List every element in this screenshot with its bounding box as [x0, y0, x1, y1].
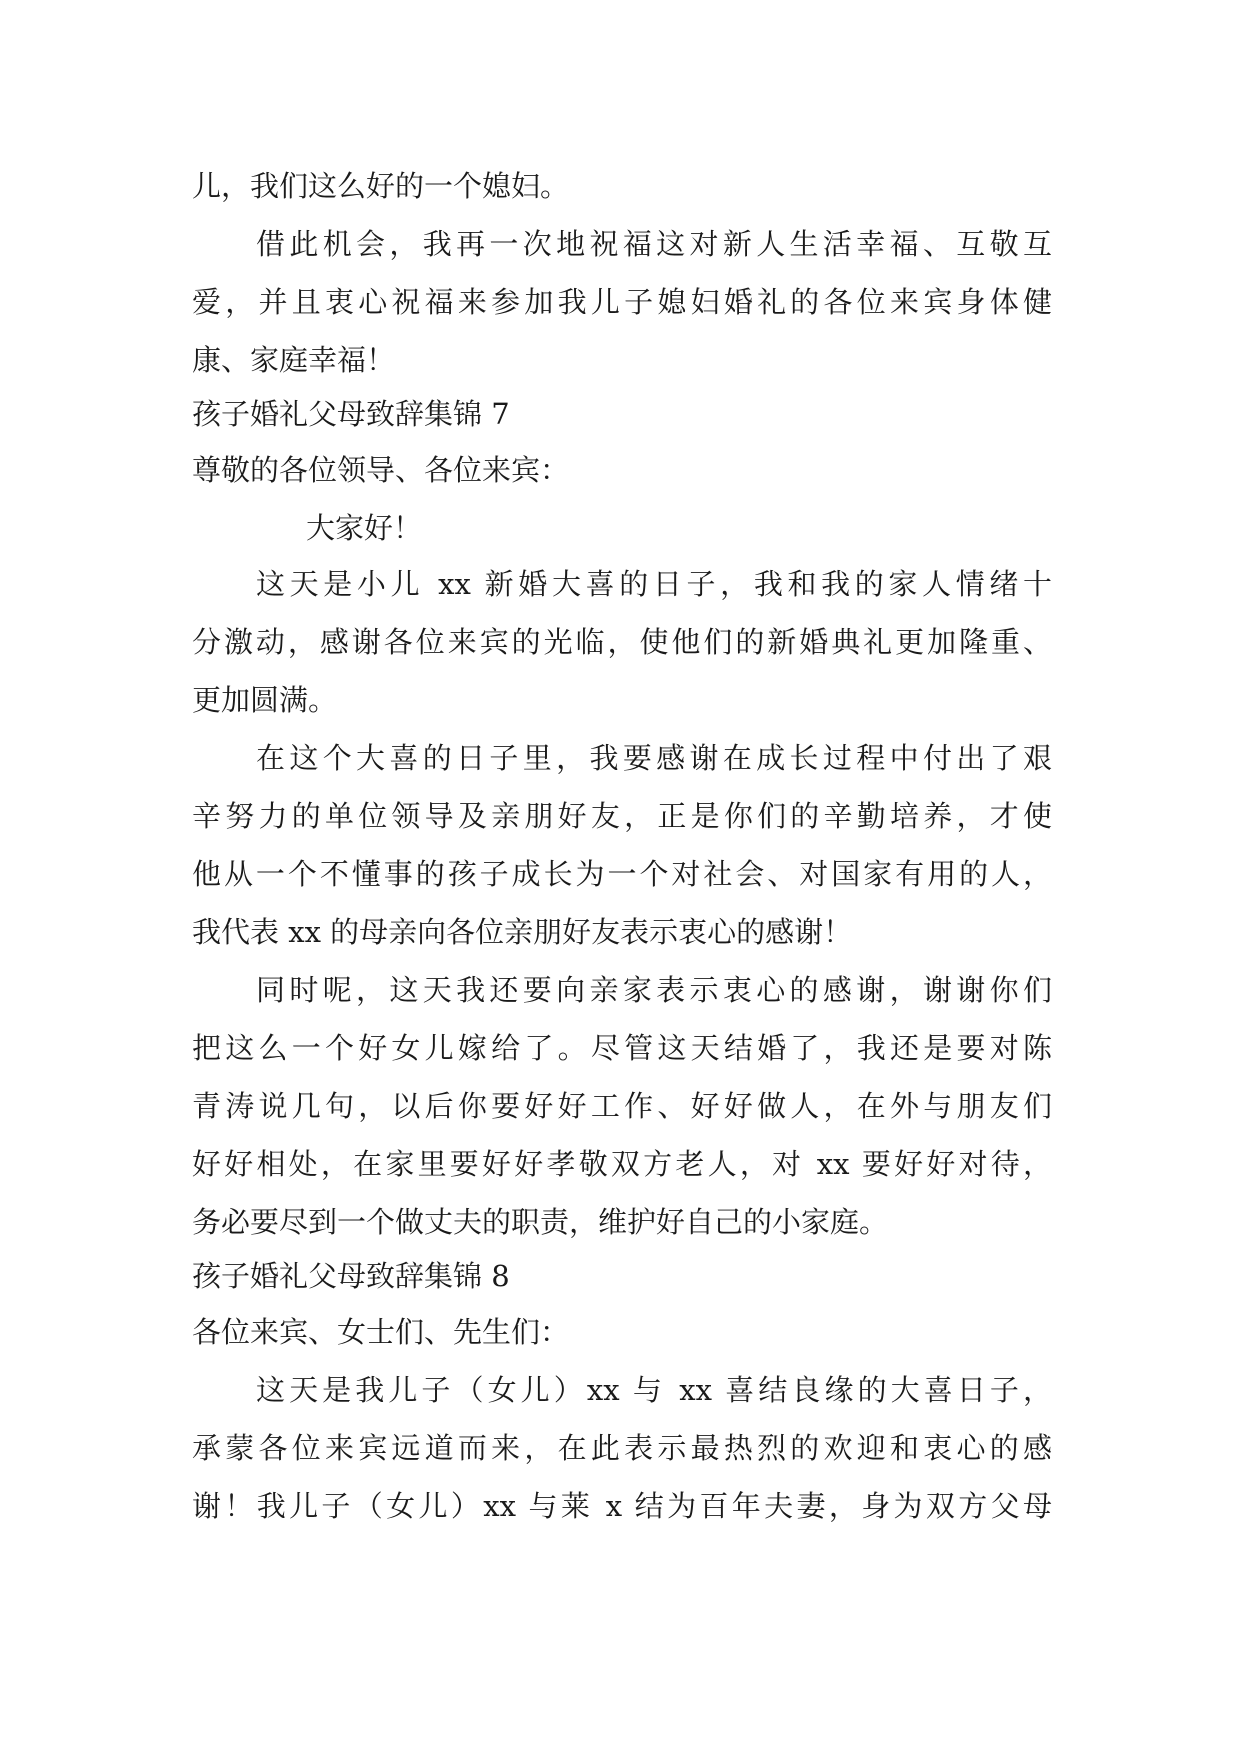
section-heading: 孩子婚礼父母致辞集锦 8 [192, 1259, 510, 1293]
salutation: 各位来宾、女士们、先生们： [192, 1315, 570, 1349]
text-line: 务必要尽到一个做丈夫的职责，维护好自己的小家庭。 [192, 1205, 889, 1239]
text-line: 爱，并且衷心祝福来参加我儿子媳妇婚礼的各位来宾身体健 [192, 285, 1052, 319]
text-line: 借此机会，我再一次地祝福这对新人生活幸福、互敬互 [256, 227, 1052, 261]
text-line: 更加圆满。 [192, 683, 338, 717]
text-line: 承蒙各位来宾远道而来，在此表示最热烈的欢迎和衷心的感 [192, 1431, 1052, 1465]
text-line: 把这么一个好女儿嫁给了。尽管这天结婚了，我还是要对陈 [192, 1031, 1052, 1065]
text-line: 儿，我们这么好的一个媳妇。 [192, 169, 570, 203]
text-line: 好好相处，在家里要好好孝敬双方老人，对 xx 要好好对待， [192, 1147, 1052, 1181]
text-line: 在这个大喜的日子里，我要感谢在成长过程中付出了艰 [256, 741, 1052, 775]
text-line: 这天是小儿 xx 新婚大喜的日子，我和我的家人情绪十 [256, 567, 1052, 601]
text-line: 辛努力的单位领导及亲朋好友，正是你们的辛勤培养，才使 [192, 799, 1052, 833]
text-line: 他从一个不懂事的孩子成长为一个对社会、对国家有用的人， [192, 857, 1052, 891]
section-heading: 孩子婚礼父母致辞集锦 7 [192, 397, 510, 431]
text-line: 青涛说几句，以后你要好好工作、好好做人，在外与朋友们 [192, 1089, 1052, 1123]
text-line: 分激动，感谢各位来宾的光临，使他们的新婚典礼更加隆重、 [192, 625, 1052, 659]
text-line: 我代表 xx 的母亲向各位亲朋好友表示衷心的感谢！ [192, 915, 853, 949]
text-line: 同时呢，这天我还要向亲家表示衷心的感谢，谢谢你们 [256, 973, 1052, 1007]
text-line: 这天是我儿子（女儿）xx 与 xx 喜结良缘的大喜日子， [256, 1373, 1052, 1407]
text-line: 谢！我儿子（女儿）xx 与莱 x 结为百年夫妻，身为双方父母 [192, 1489, 1052, 1523]
salutation: 尊敬的各位领导、各位来宾： [192, 453, 570, 487]
text-line: 康、家庭幸福！ [192, 343, 396, 377]
greeting: 大家好！ [306, 511, 423, 545]
